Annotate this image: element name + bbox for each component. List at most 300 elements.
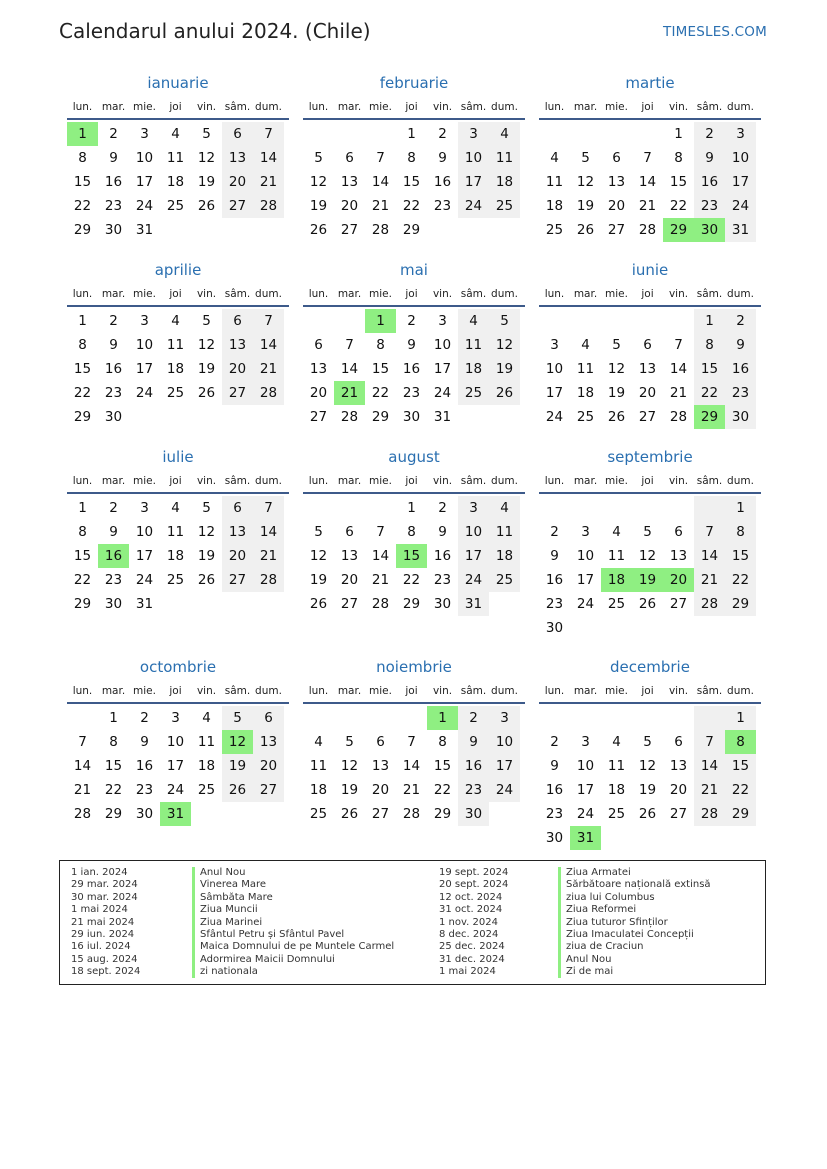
day-cell: 4: [612, 734, 621, 750]
legend-name: Ziua tuturor Sfinților: [566, 916, 668, 928]
day-cell: 22: [725, 568, 756, 592]
day-cell: 29: [104, 806, 123, 822]
day-cell: 21: [694, 778, 725, 802]
day-cell: 28: [638, 222, 657, 238]
empty-cell: [694, 706, 725, 730]
day-cell: 21: [334, 381, 365, 405]
day-cell: 29: [725, 802, 756, 826]
day-cell: 6: [222, 122, 253, 146]
month-aprilie: [67, 260, 289, 429]
empty-cell: [694, 616, 725, 640]
day-cell: 30: [545, 620, 564, 636]
weekday-label: mar.: [337, 101, 362, 113]
empty-cell: [253, 802, 284, 826]
day-grid: [539, 704, 761, 850]
weekday-label: vin.: [668, 685, 689, 697]
month-name: martie: [625, 74, 675, 92]
day-cell: 11: [576, 361, 595, 377]
day-cell: 1: [109, 710, 118, 726]
day-cell: 21: [638, 198, 657, 214]
day-cell: 16: [135, 758, 154, 774]
weekday-label: mar.: [573, 685, 598, 697]
day-cell: 27: [340, 596, 359, 612]
day-cell: 2: [458, 706, 489, 730]
day-cell: 13: [607, 174, 626, 190]
empty-cell: [489, 802, 520, 826]
day-cell: 18: [576, 385, 595, 401]
day-cell: 10: [135, 150, 154, 166]
day-cell: 1: [674, 126, 683, 142]
day-grid: [303, 120, 525, 242]
weekday-label: sâm.: [460, 685, 487, 697]
day-cell: 24: [166, 782, 185, 798]
weekday-label: sâm.: [460, 101, 487, 113]
day-cell: 23: [433, 572, 452, 588]
day-cell: 15: [433, 758, 452, 774]
empty-cell: [632, 826, 663, 850]
empty-cell: [601, 826, 632, 850]
day-cell: 5: [643, 734, 652, 750]
weekday-label: lun.: [72, 475, 93, 487]
day-cell: 17: [135, 361, 154, 377]
day-cell: 18: [458, 357, 489, 381]
day-cell: 20: [607, 198, 626, 214]
day-cell: 14: [638, 174, 657, 190]
weekday-label: joi: [405, 685, 418, 697]
weekday-label: dum.: [727, 475, 754, 487]
day-cell: 23: [545, 806, 564, 822]
empty-cell: [601, 496, 632, 520]
day-cell: 3: [438, 313, 447, 329]
weekday-label: lun.: [308, 288, 329, 300]
weekday-label: vin.: [196, 475, 217, 487]
brand-link[interactable]: TIMESLES.COM: [663, 24, 767, 40]
day-cell: 7: [376, 524, 385, 540]
weekday-label: dum.: [727, 685, 754, 697]
empty-cell: [632, 309, 663, 333]
weekday-label: sâm.: [224, 475, 251, 487]
empty-cell: [489, 218, 520, 242]
day-cell: 9: [407, 337, 416, 353]
day-cell: 5: [612, 337, 621, 353]
day-cell: 28: [371, 596, 390, 612]
legend-name: Adormirea Maicii Domnului: [200, 953, 335, 965]
day-cell: 1: [725, 496, 756, 520]
weekday-label: mar.: [101, 685, 126, 697]
day-cell: 2: [694, 122, 725, 146]
day-cell: 16: [433, 174, 452, 190]
day-cell: 25: [607, 806, 626, 822]
legend-dates-left: [71, 867, 140, 979]
month-name: iunie: [631, 261, 669, 279]
day-cell: 11: [545, 174, 564, 190]
empty-cell: [539, 122, 570, 146]
weekday-header: [67, 680, 289, 704]
day-cell: 13: [669, 758, 688, 774]
empty-cell: [67, 706, 98, 730]
day-cell: 6: [674, 524, 683, 540]
empty-cell: [570, 616, 601, 640]
day-cell: 17: [576, 782, 595, 798]
day-cell: 14: [371, 548, 390, 564]
day-cell: 12: [638, 758, 657, 774]
day-cell: 10: [489, 730, 520, 754]
day-cell: 1: [407, 500, 416, 516]
day-cell: 31: [135, 596, 154, 612]
empty-cell: [694, 496, 725, 520]
weekday-label: joi: [641, 475, 654, 487]
weekday-label: sâm.: [224, 685, 251, 697]
day-cell: 12: [340, 758, 359, 774]
day-cell: 18: [489, 170, 520, 194]
day-cell: 16: [104, 174, 123, 190]
day-cell: 14: [669, 361, 688, 377]
weekday-header: [67, 96, 289, 120]
day-cell: 23: [402, 385, 421, 401]
day-cell: 14: [694, 754, 725, 778]
day-cell: 27: [309, 409, 328, 425]
legend-name: zi nationala: [200, 966, 258, 978]
day-grid: [303, 307, 525, 429]
day-cell: 22: [402, 198, 421, 214]
weekday-label: vin.: [668, 101, 689, 113]
day-cell: 8: [376, 337, 385, 353]
day-cell: 23: [104, 572, 123, 588]
day-cell: 22: [73, 198, 92, 214]
day-cell: 18: [166, 174, 185, 190]
day-cell: 13: [309, 361, 328, 377]
weekday-label: mie.: [369, 101, 392, 113]
empty-cell: [539, 496, 570, 520]
day-cell: 28: [402, 806, 421, 822]
day-cell: 24: [458, 568, 489, 592]
day-cell: 15: [104, 758, 123, 774]
legend-date: 12 oct. 2024: [439, 891, 503, 903]
day-cell: 31: [458, 592, 489, 616]
day-cell: 8: [694, 333, 725, 357]
weekday-label: mie.: [369, 685, 392, 697]
empty-cell: [365, 122, 396, 146]
day-cell: 2: [109, 126, 118, 142]
day-cell: 10: [458, 520, 489, 544]
day-cell: 29: [73, 409, 92, 425]
month-februarie: [303, 73, 525, 242]
day-cell: 19: [197, 548, 216, 564]
weekday-label: lun.: [308, 475, 329, 487]
day-cell: 3: [140, 313, 149, 329]
day-cell: 17: [166, 758, 185, 774]
day-cell: 24: [135, 198, 154, 214]
weekday-header: [303, 680, 525, 704]
day-cell: 1: [694, 309, 725, 333]
weekday-label: mar.: [573, 288, 598, 300]
day-cell: 31: [570, 826, 601, 850]
day-cell: 26: [638, 596, 657, 612]
day-cell: 7: [78, 734, 87, 750]
day-cell: 7: [643, 150, 652, 166]
month-name: decembrie: [610, 658, 690, 676]
empty-cell: [303, 706, 334, 730]
day-cell: 6: [314, 337, 323, 353]
legend-name: Ziua Imaculatei Concepții: [566, 928, 694, 940]
empty-cell: [489, 592, 520, 616]
day-cell: 6: [612, 150, 621, 166]
empty-cell: [365, 706, 396, 730]
day-cell: 8: [78, 150, 87, 166]
day-cell: 2: [407, 313, 416, 329]
day-cell: 4: [202, 710, 211, 726]
day-cell: 11: [489, 520, 520, 544]
day-cell: 4: [489, 122, 520, 146]
day-cell: 13: [669, 548, 688, 564]
day-cell: 26: [576, 222, 595, 238]
day-cell: 22: [402, 572, 421, 588]
day-cell: 4: [314, 734, 323, 750]
day-cell: 26: [340, 806, 359, 822]
legend-name: Maica Domnului de pe Muntele Carmel: [200, 941, 395, 953]
day-cell: 9: [438, 524, 447, 540]
weekday-label: lun.: [544, 685, 565, 697]
day-cell: 5: [314, 524, 323, 540]
day-cell: 11: [309, 758, 328, 774]
empty-cell: [160, 218, 191, 242]
day-cell: 11: [166, 337, 185, 353]
weekday-label: mie.: [605, 288, 628, 300]
day-cell: 22: [669, 198, 688, 214]
empty-cell: [663, 706, 694, 730]
day-cell: 9: [140, 734, 149, 750]
empty-cell: [663, 616, 694, 640]
day-cell: 6: [376, 734, 385, 750]
weekday-label: sâm.: [696, 101, 723, 113]
day-cell: 8: [725, 520, 756, 544]
weekday-label: joi: [405, 101, 418, 113]
day-cell: 25: [576, 409, 595, 425]
legend-name: Sărbătoare națională extinsă: [566, 879, 711, 891]
empty-cell: [458, 218, 489, 242]
empty-cell: [222, 218, 253, 242]
day-cell: 13: [371, 758, 390, 774]
day-cell: 15: [371, 361, 390, 377]
day-cell: 29: [73, 222, 92, 238]
weekday-label: vin.: [668, 288, 689, 300]
weekday-label: mar.: [337, 288, 362, 300]
weekday-label: mie.: [605, 475, 628, 487]
weekday-label: mie.: [369, 288, 392, 300]
day-cell: 16: [694, 170, 725, 194]
weekday-label: sâm.: [460, 475, 487, 487]
day-cell: 21: [371, 198, 390, 214]
day-cell: 19: [197, 174, 216, 190]
day-cell: 31: [433, 409, 452, 425]
day-cell: 19: [309, 572, 328, 588]
day-cell: 11: [607, 758, 626, 774]
day-cell: 12: [309, 174, 328, 190]
day-cell: 1: [407, 126, 416, 142]
day-cell: 21: [371, 572, 390, 588]
day-cell: 9: [109, 150, 118, 166]
weekday-label: dum.: [727, 101, 754, 113]
day-grid: [303, 704, 525, 826]
weekday-label: mar.: [337, 685, 362, 697]
weekday-label: vin.: [196, 288, 217, 300]
day-cell: 22: [694, 381, 725, 405]
weekday-label: joi: [405, 288, 418, 300]
empty-cell: [253, 405, 284, 429]
day-cell: 24: [433, 385, 452, 401]
weekday-header: [303, 96, 525, 120]
day-cell: 30: [104, 222, 123, 238]
day-cell: 7: [345, 337, 354, 353]
day-cell: 22: [433, 782, 452, 798]
day-cell: 17: [545, 385, 564, 401]
day-cell: 15: [725, 754, 756, 778]
day-cell: 16: [545, 572, 564, 588]
empty-cell: [191, 592, 222, 616]
weekday-label: lun.: [544, 101, 565, 113]
day-cell: 15: [694, 357, 725, 381]
day-cell: 4: [171, 126, 180, 142]
day-cell: 27: [669, 806, 688, 822]
day-cell: 4: [171, 500, 180, 516]
empty-cell: [663, 496, 694, 520]
day-cell: 10: [545, 361, 564, 377]
day-cell: 26: [638, 806, 657, 822]
day-cell: 31: [160, 802, 191, 826]
weekday-label: lun.: [72, 288, 93, 300]
empty-cell: [570, 496, 601, 520]
weekday-label: sâm.: [224, 101, 251, 113]
weekday-header: [539, 283, 761, 307]
day-cell: 19: [576, 198, 595, 214]
day-cell: 14: [694, 544, 725, 568]
day-cell: 12: [222, 730, 253, 754]
day-cell: 29: [402, 222, 421, 238]
day-cell: 31: [135, 222, 154, 238]
day-cell: 30: [694, 218, 725, 242]
day-cell: 14: [73, 758, 92, 774]
day-cell: 16: [104, 361, 123, 377]
day-cell: 23: [104, 385, 123, 401]
day-grid: [303, 494, 525, 616]
empty-cell: [303, 309, 334, 333]
day-cell: 14: [253, 146, 284, 170]
day-cell: 4: [612, 524, 621, 540]
day-cell: 22: [73, 385, 92, 401]
empty-cell: [191, 802, 222, 826]
day-cell: 23: [433, 198, 452, 214]
day-cell: 6: [345, 524, 354, 540]
day-cell: 8: [78, 524, 87, 540]
weekday-label: lun.: [72, 101, 93, 113]
legend-date: 1 nov. 2024: [439, 916, 498, 928]
day-cell: 18: [197, 758, 216, 774]
weekday-label: joi: [405, 475, 418, 487]
day-cell: 28: [253, 568, 284, 592]
day-cell: 9: [458, 730, 489, 754]
day-cell: 1: [78, 313, 87, 329]
day-cell: 1: [725, 706, 756, 730]
weekday-label: sâm.: [224, 288, 251, 300]
day-cell: 4: [581, 337, 590, 353]
day-cell: 27: [222, 381, 253, 405]
day-cell: 16: [402, 361, 421, 377]
weekday-label: mar.: [101, 101, 126, 113]
empty-cell: [601, 616, 632, 640]
month-name: ianuarie: [147, 74, 209, 92]
empty-cell: [253, 592, 284, 616]
empty-cell: [632, 616, 663, 640]
weekday-label: mar.: [101, 475, 126, 487]
day-cell: 20: [253, 754, 284, 778]
day-cell: 23: [694, 194, 725, 218]
legend-name: Sfântul Petru și Sfântul Pavel: [200, 928, 345, 940]
weekday-label: mar.: [337, 475, 362, 487]
day-cell: 1: [365, 309, 396, 333]
day-cell: 17: [135, 548, 154, 564]
empty-cell: [303, 496, 334, 520]
day-cell: 8: [407, 524, 416, 540]
day-cell: 17: [458, 544, 489, 568]
day-cell: 17: [576, 572, 595, 588]
day-cell: 14: [340, 361, 359, 377]
day-cell: 8: [674, 150, 683, 166]
day-cell: 15: [396, 544, 427, 568]
day-cell: 20: [222, 544, 253, 568]
day-cell: 30: [725, 405, 756, 429]
day-cell: 5: [202, 500, 211, 516]
day-cell: 3: [171, 710, 180, 726]
day-cell: 1: [78, 500, 87, 516]
empty-cell: [539, 706, 570, 730]
day-cell: 22: [371, 385, 390, 401]
day-cell: 8: [109, 734, 118, 750]
weekday-label: mar.: [573, 101, 598, 113]
day-cell: 30: [104, 596, 123, 612]
weekday-label: vin.: [432, 685, 453, 697]
weekday-label: joi: [169, 685, 182, 697]
weekday-label: dum.: [255, 475, 282, 487]
day-grid: [67, 494, 289, 616]
day-cell: 28: [694, 592, 725, 616]
day-cell: 25: [489, 568, 520, 592]
day-cell: 28: [669, 409, 688, 425]
day-cell: 25: [545, 222, 564, 238]
day-cell: 3: [550, 337, 559, 353]
day-cell: 6: [345, 150, 354, 166]
day-cell: 23: [135, 782, 154, 798]
empty-cell: [427, 218, 458, 242]
day-cell: 8: [725, 730, 756, 754]
legend-name: Ziua Reformei: [566, 904, 637, 916]
day-cell: 6: [253, 706, 284, 730]
day-cell: 19: [607, 385, 626, 401]
day-cell: 9: [725, 333, 756, 357]
legend-name: Anul Nou: [566, 953, 612, 965]
month-iulie: [67, 447, 289, 616]
day-cell: 12: [197, 337, 216, 353]
day-cell: 20: [340, 198, 359, 214]
day-cell: 21: [694, 568, 725, 592]
weekday-header: [67, 283, 289, 307]
day-cell: 20: [371, 782, 390, 798]
day-cell: 27: [607, 222, 626, 238]
empty-cell: [222, 592, 253, 616]
day-cell: 16: [545, 782, 564, 798]
month-name: august: [388, 448, 440, 466]
day-cell: 21: [669, 385, 688, 401]
day-cell: 3: [458, 122, 489, 146]
